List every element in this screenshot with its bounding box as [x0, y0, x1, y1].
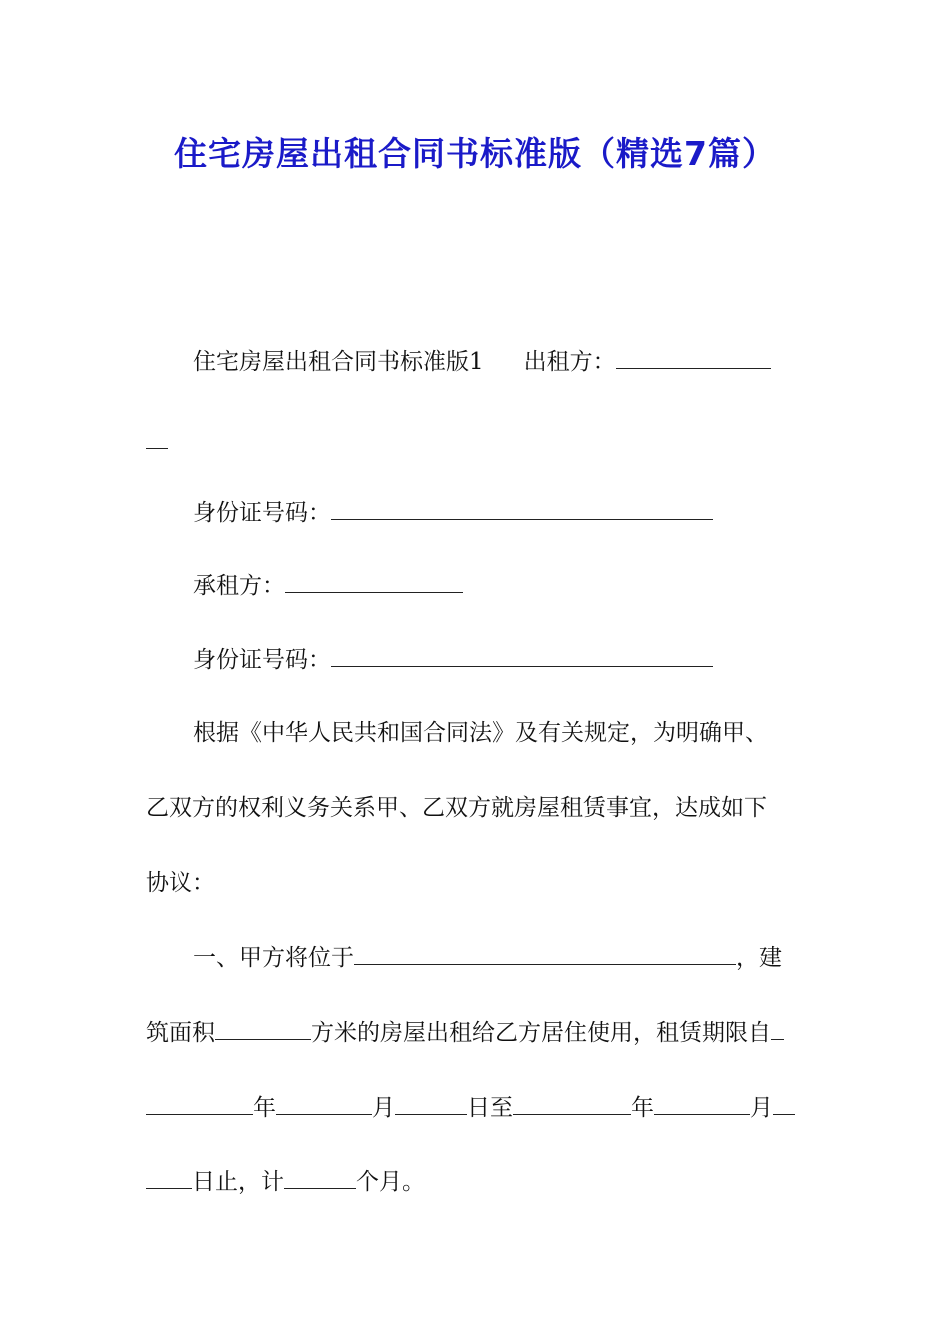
clause1-part-a: 一、甲方将位于: [193, 945, 354, 971]
end-year-blank: [513, 1092, 631, 1115]
end-day-blank: [146, 1166, 192, 1189]
clause1-line-4: [146, 1166, 425, 1197]
lessor-id-label: 身份证号码：: [193, 500, 331, 526]
day-to-label: 日至: [467, 1095, 513, 1121]
lessor-id-line: [193, 497, 713, 528]
intro-line-1: 根据《中华人民共和国合同法》及有关规定，为明确甲、: [193, 720, 768, 746]
month-label-2: 月: [750, 1095, 773, 1121]
intro-line-2: 乙双方的权利义务关系甲、乙双方就房屋租赁事宜，达成如下: [146, 795, 767, 821]
clause1-part-c: 筑面积: [146, 1020, 215, 1046]
lessor-blank: [616, 346, 771, 369]
start-day-blank: [395, 1092, 467, 1115]
clause1-line-1: [193, 942, 782, 973]
location-blank: [354, 942, 736, 965]
year-label-1: 年: [253, 1095, 276, 1121]
clause1-line-2: [146, 1017, 784, 1048]
clause1-line-3: [146, 1092, 795, 1123]
lessee-id-blank: [331, 644, 713, 667]
section-heading: 住宅房屋出租合同书标准版1: [193, 349, 484, 375]
month-label-1: 月: [372, 1095, 395, 1121]
intro-line-3: 协议：: [146, 870, 215, 896]
heading-lessor-line: [193, 346, 771, 377]
start-month-blank: [276, 1092, 372, 1115]
area-blank: [215, 1017, 311, 1040]
lessor-id-blank: [331, 497, 713, 520]
clause1-part-b: ，建: [736, 945, 782, 971]
year-label-2: 年: [631, 1095, 654, 1121]
months-label: 个月。: [356, 1169, 425, 1195]
lessor-blank-continuation: [146, 426, 168, 457]
start-year-blank-head: [771, 1017, 784, 1040]
lessor-blank-tail: [146, 426, 168, 449]
end-month-blank: [654, 1092, 750, 1115]
lessor-label: 出租方：: [523, 349, 616, 375]
lessee-id-label: 身份证号码：: [193, 647, 331, 673]
lessee-blank: [285, 570, 463, 593]
lessee-line: [193, 570, 463, 601]
day-end-label: 日止，计: [192, 1169, 284, 1195]
end-day-blank-head: [773, 1092, 795, 1115]
clause1-part-d: 方米的房屋出租给乙方居住使用，租赁期限自: [311, 1020, 771, 1046]
document-title: 住宅房屋出租合同书标准版（精选7篇）: [174, 134, 776, 173]
lessee-label: 承租方：: [193, 573, 285, 599]
lessee-id-line: [193, 644, 713, 675]
months-count-blank: [284, 1166, 356, 1189]
start-year-blank: [146, 1092, 253, 1115]
